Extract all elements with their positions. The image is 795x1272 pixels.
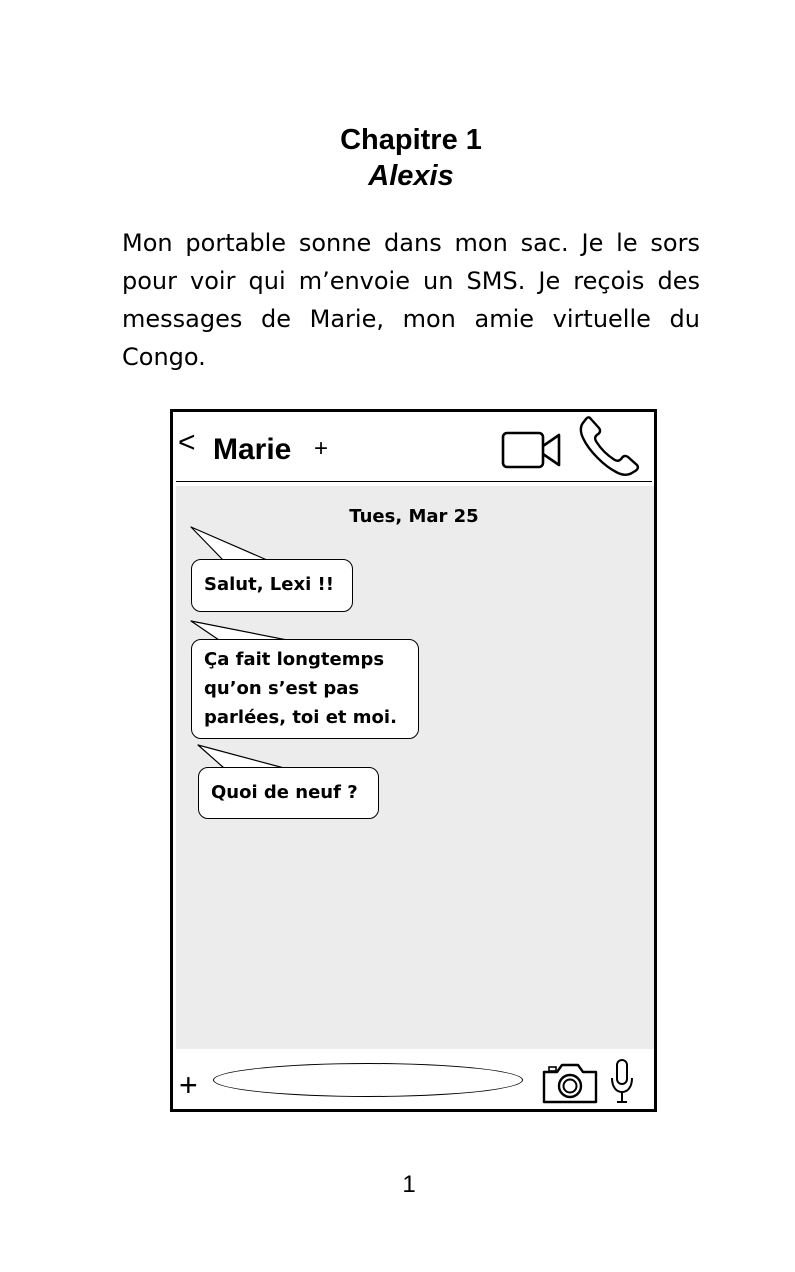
phone-illustration [170,409,657,1112]
chapter-subtitle: Alexis [368,160,454,192]
chat-date: Tues, Mar 25 [349,506,479,527]
microphone-icon[interactable] [609,1058,635,1110]
message-line: parlées, toi et moi. [204,707,397,728]
story-paragraph: Mon portable sonne dans mon sac. Je le sors pour voir qui m’envoie un SMS. Je reçois des messages de Marie, mon amie virtuelle du Congo. [122,229,700,371]
add-contact-icon[interactable]: + [314,435,329,462]
video-call-icon[interactable] [501,430,563,474]
message-bubble [191,639,419,739]
contact-name[interactable]: Marie [213,433,292,466]
phone-call-icon[interactable] [577,414,641,480]
message-input[interactable] [213,1063,523,1097]
bubble-tail [189,526,269,562]
chapter-title: Chapitre 1 [340,124,482,156]
page-number: 1 [402,1171,416,1198]
message-bubble [198,767,379,819]
input-bar [173,1049,654,1109]
attach-icon[interactable]: + [179,1067,198,1103]
chat-header [173,412,654,484]
message-line: Quoi de neuf ? [211,782,358,803]
message-line: Ça fait longtemps [204,649,385,670]
message-line: qu’on s’est pas [204,678,360,699]
chat-area [176,486,654,1049]
message-line: Salut, Lexi !! [204,574,334,595]
camera-icon[interactable] [541,1061,599,1109]
header-divider [176,481,652,482]
message-bubble [191,559,353,612]
back-icon[interactable]: < [178,426,196,459]
